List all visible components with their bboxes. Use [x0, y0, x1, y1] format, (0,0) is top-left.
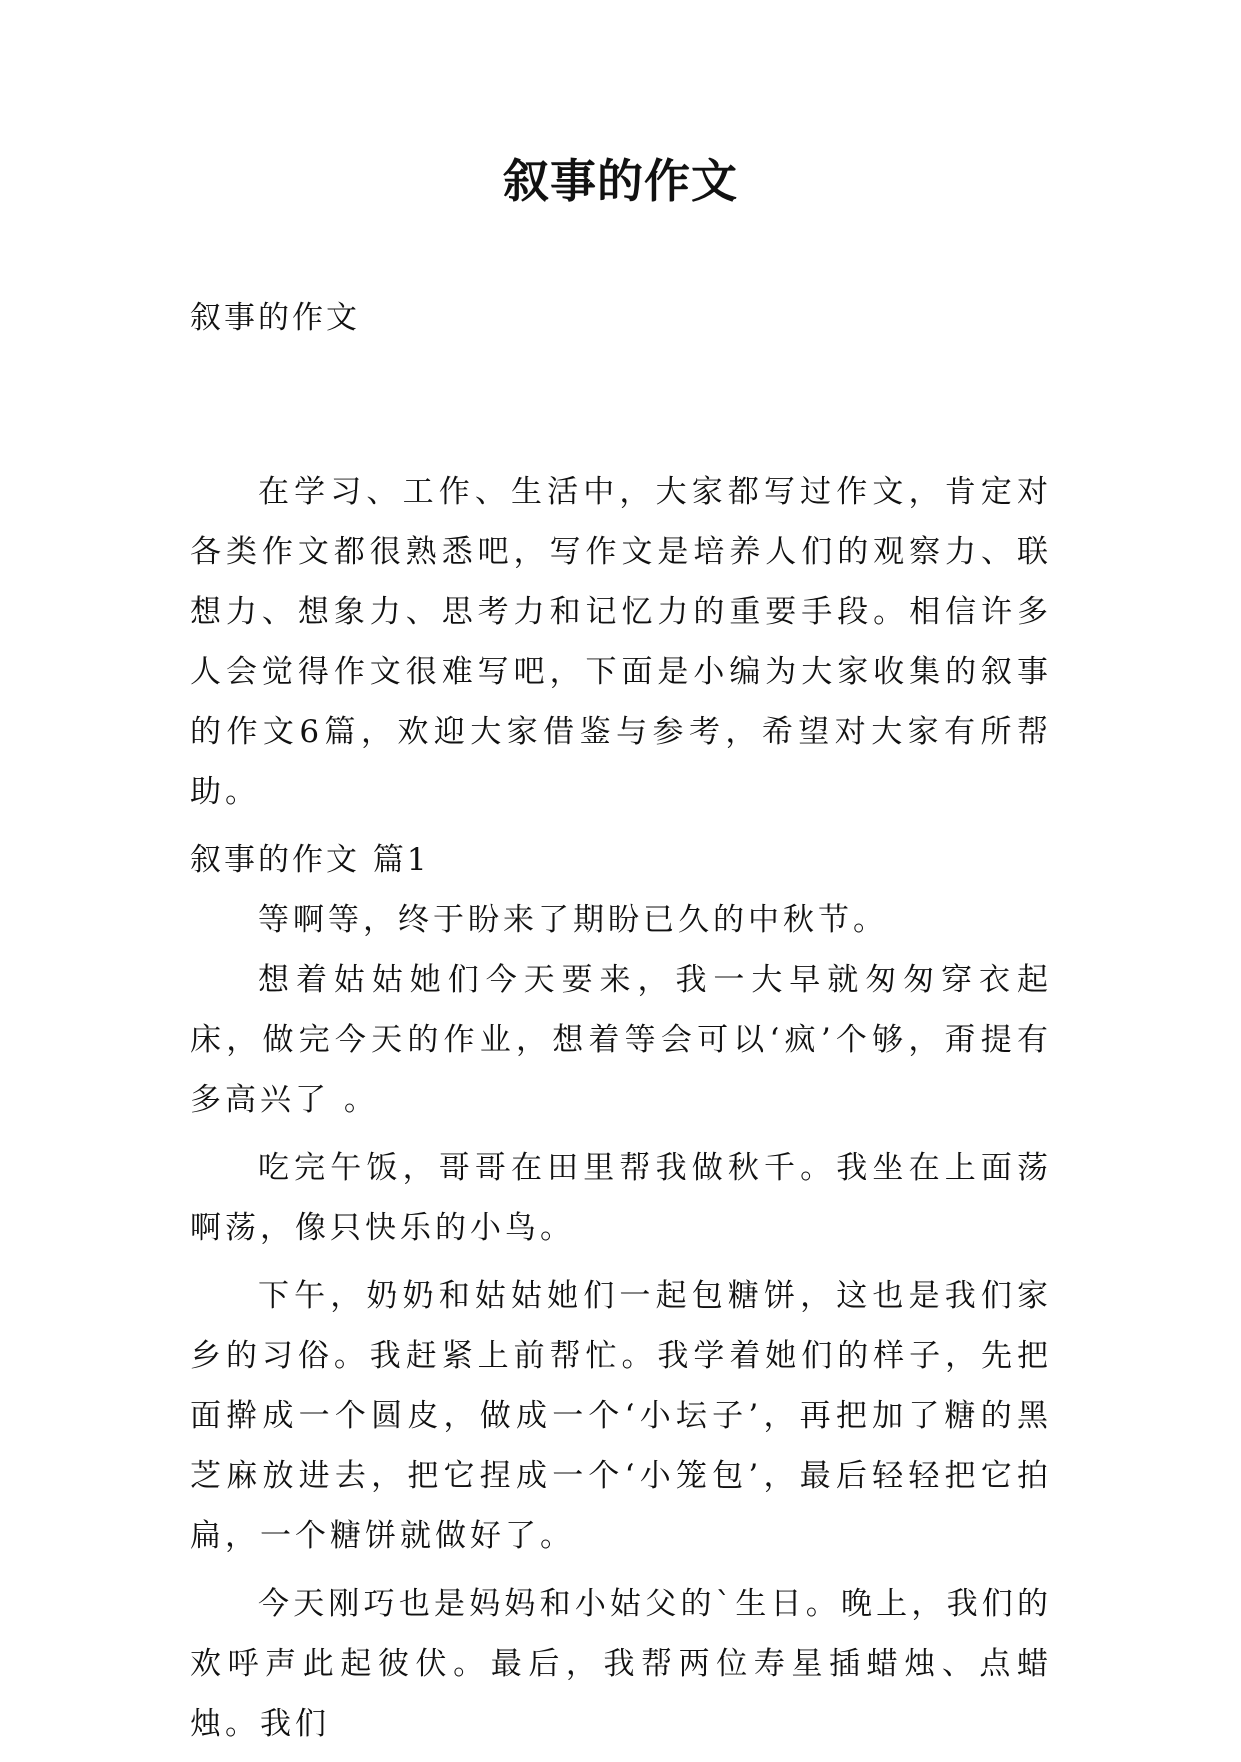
section-heading: 叙事的作文 篇1 [190, 842, 430, 878]
body-paragraph-1: 等啊等，终于盼来了期盼已久的中秋节。 [258, 902, 888, 938]
body-paragraph-4: 下午，奶奶和姑姑她们一起包糖饼，这也是我们家乡的习俗。我赶紧上前帮忙。我学着她们的样子，先把面擀成一个圆皮，做成一个‘小坛子’，再把加了糖的黑芝麻放进去，把它捏成一个‘小笼包’，最后轻轻把它拍扁，一个糖饼就做好了。 [190, 1278, 1052, 1554]
intro-paragraph: 在学习、工作、生活中，大家都写过作文，肯定对各类作文都很熟悉吧，写作文是培养人们的观察力、联想力、想象力、思考力和记忆力的重要手段。相信许多人会觉得作文很难写吧，下面是小编为大家收集的叙事的作文6篇，欢迎大家借鉴与参考，希望对大家有所帮助。 [190, 474, 1052, 810]
document-body [190, 462, 1052, 1762]
body-paragraph-5: 今天刚巧也是妈妈和小姑父的`生日。晚上，我们的欢呼声此起彼伏。最后，我帮两位寿星插蜡烛、点蜡烛。我们 [190, 1586, 1052, 1742]
body-paragraph-2: 想着姑姑她们今天要来，我一大早就匆匆穿衣起床，做完今天的作业，想着等会可以‘疯’个够，甭提有多高兴了 。 [190, 962, 1052, 1118]
page-title: 叙事的作文 [503, 154, 738, 208]
document-subtitle: 叙事的作文 [190, 300, 360, 336]
body-paragraph-3: 吃完午饭，哥哥在田里帮我做秋千。我坐在上面荡啊荡，像只快乐的小鸟。 [190, 1150, 1052, 1246]
